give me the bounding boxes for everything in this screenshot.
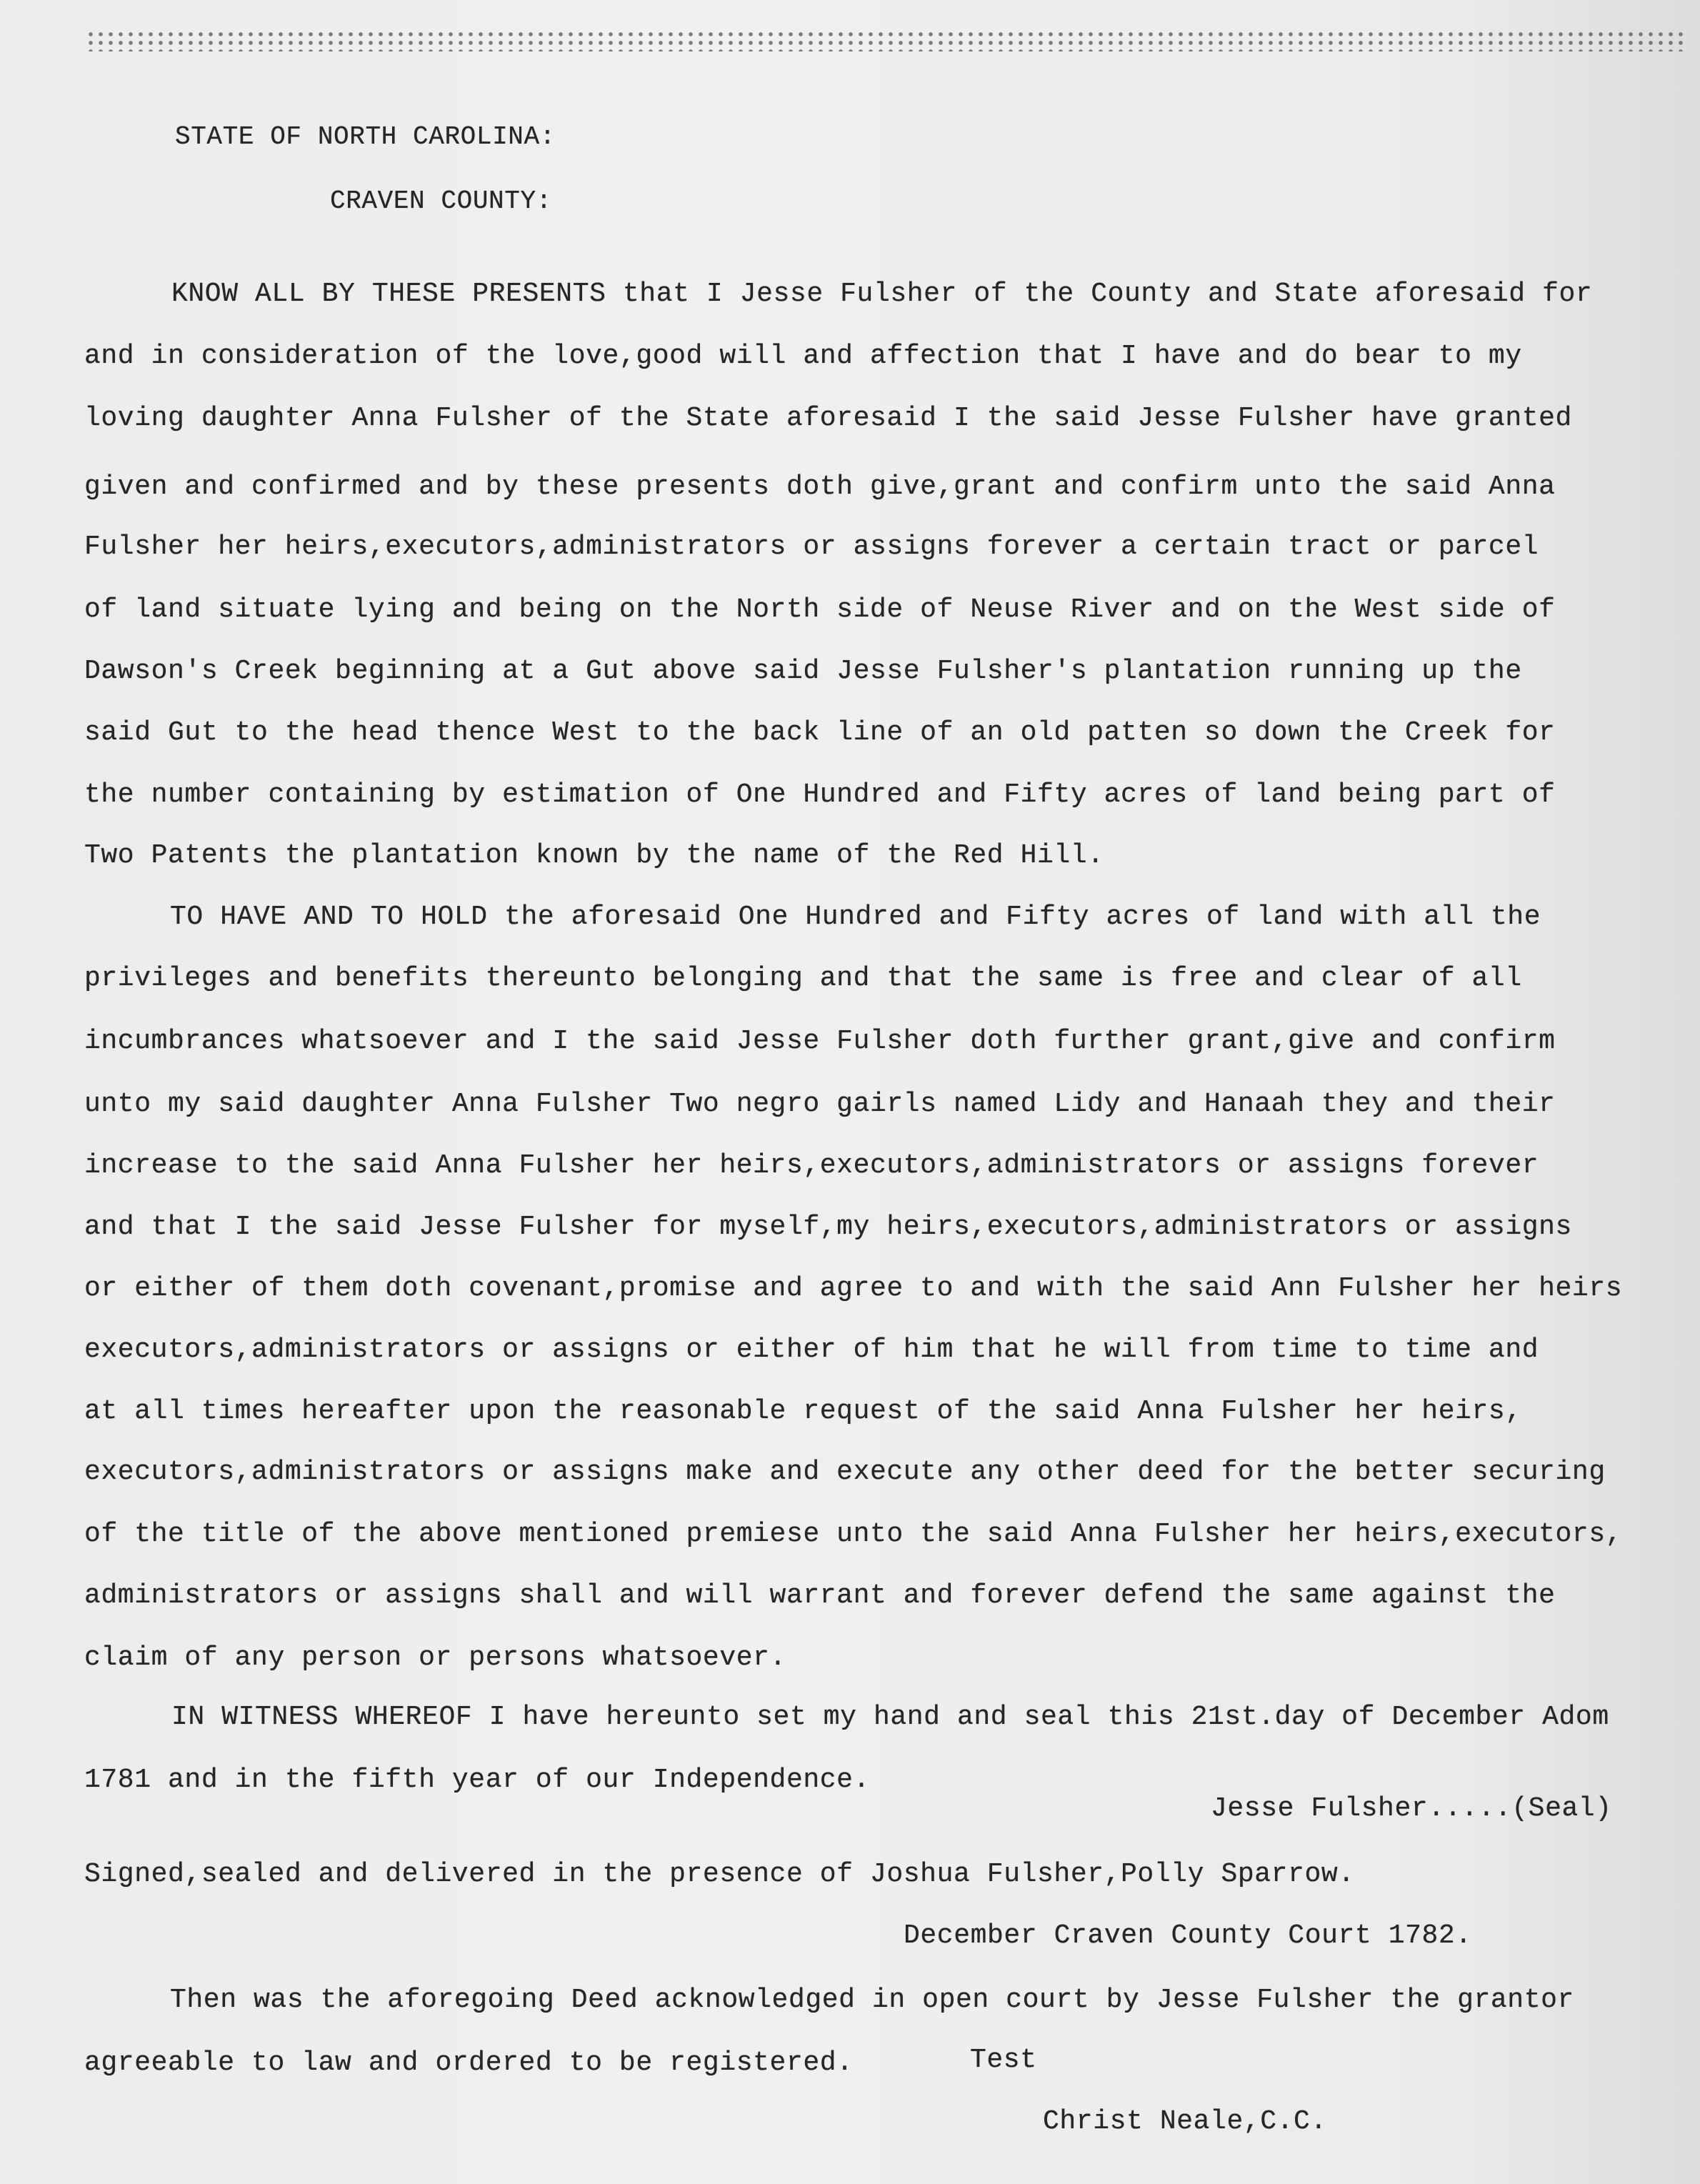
paragraph2-line-13: claim of any person or persons whatsoever. xyxy=(84,1642,786,1673)
paragraph1-line-5: Fulsher her heirs,executors,administrators or assigns forever a certain tract or parcel xyxy=(84,532,1539,562)
paragraph2-line-1: TO HAVE AND TO HOLD the aforesaid One Hundred and Fifty acres of land with all the xyxy=(170,902,1541,932)
paragraph1-line-2: and in consideration of the love,good will and affection that I have and do bear to my xyxy=(84,341,1522,372)
clerk-signature: Christ Neale,C.C. xyxy=(1043,2106,1327,2137)
paragraph2-line-8: executors,administrators or assigns or either of him that he will from time to time and xyxy=(84,1335,1539,1365)
paragraph1-line-8: said Gut to the head thence West to the back line of an old patten so down the Creek for xyxy=(84,717,1556,748)
paragraph2-line-12: administrators or assigns shall and will warrant and forever defend the same against the xyxy=(84,1580,1556,1611)
paragraph1-line-3: loving daughter Anna Fulsher of the State aforesaid I the said Jesse Fulsher have granted xyxy=(84,403,1572,434)
paragraph3-line-2: 1781 and in the fifth year of our Independence. xyxy=(84,1765,870,1795)
paragraph2-line-6: and that I the said Jesse Fulsher for myself,my heirs,executors,administrators or assigns xyxy=(84,1212,1572,1242)
paragraph3-line-1: IN WITNESS WHEREOF I have hereunto set my hand and seal this 21st.day of December Adom xyxy=(171,1702,1609,1732)
paragraph2-line-10: executors,administrators or assigns make and execute any other deed for the better securing xyxy=(84,1457,1606,1487)
paragraph4-line-1: Then was the aforegoing Deed acknowledged in open court by Jesse Fulsher the grantor xyxy=(170,1985,1574,2015)
perforation-border xyxy=(86,30,1686,51)
paragraph1-line-7: Dawson's Creek beginning at a Gut above said Jesse Fulsher's plantation running up the xyxy=(84,656,1522,687)
paragraph2-line-5: increase to the said Anna Fulsher her heirs,executors,administrators or assigns forever xyxy=(84,1150,1539,1181)
paragraph2-line-4: unto my said daughter Anna Fulsher Two negro gairls named Lidy and Hanaah they and their xyxy=(84,1089,1556,1120)
paragraph2-line-3: incumbrances whatsoever and I the said Jesse Fulsher doth further grant,give and confirm xyxy=(84,1026,1556,1057)
state-heading: STATE OF NORTH CAROLINA: xyxy=(175,122,556,151)
paragraph1-line-9: the number containing by estimation of One Hundred and Fifty acres of land being part of xyxy=(84,779,1556,810)
paragraph1-line-4: given and confirmed and by these presents doth give,grant and confirm unto the said Anna xyxy=(84,472,1556,502)
grantor-signature: Jesse Fulsher.....(Seal) xyxy=(1211,1793,1612,1824)
paragraph1-line-6: of land situate lying and being on the North side of Neuse River and on the West side of xyxy=(84,594,1556,625)
county-heading: CRAVEN COUNTY: xyxy=(330,186,552,216)
paragraph1-line-10: Two Patents the plantation known by the name of the Red Hill. xyxy=(84,840,1104,871)
paragraph4-line-2: agreeable to law and ordered to be registered. xyxy=(84,2048,854,2078)
test-label: Test xyxy=(970,2045,1037,2075)
witnesses-line: Signed,sealed and delivered in the presence of Joshua Fulsher,Polly Sparrow. xyxy=(84,1859,1355,1890)
court-line: December Craven County Court 1782. xyxy=(904,1920,1472,1951)
paragraph2-line-2: privileges and benefits thereunto belonging and that the same is free and clear of all xyxy=(84,963,1522,994)
paragraph2-line-7: or either of them doth covenant,promise and agree to and with the said Ann Fulsher her heirs xyxy=(84,1273,1623,1304)
paragraph1-line-1: KNOW ALL BY THESE PRESENTS that I Jesse Fulsher of the County and State aforesaid for xyxy=(171,279,1593,309)
paragraph2-line-9: at all times hereafter upon the reasonable request of the said Anna Fulsher her heirs, xyxy=(84,1396,1522,1427)
paragraph2-line-11: of the title of the above mentioned premiese unto the said Anna Fulsher her heirs,executors, xyxy=(84,1519,1623,1550)
